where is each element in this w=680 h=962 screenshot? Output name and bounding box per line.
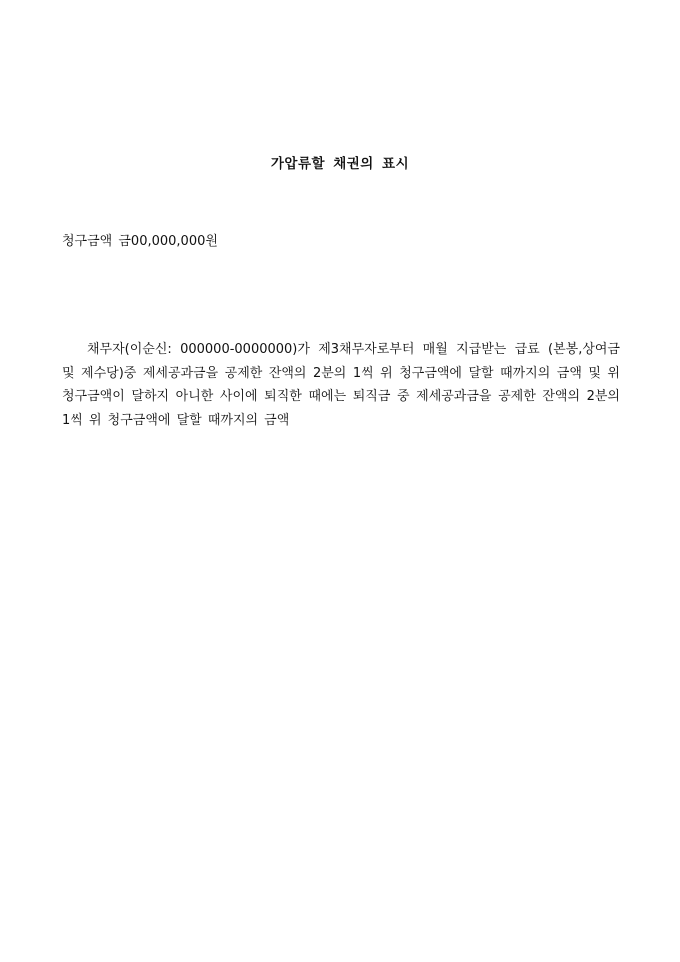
- claim-amount-line: 청구금액 금00,000,000원: [62, 234, 218, 249]
- document-title: 가압류할 채권의 표시: [270, 156, 410, 172]
- body-paragraph: 채무자(이순신: 000000-0000000)가 제3채무자로부터 매월 지급받는 급료 (본봉,상여금 및 제수당)중 제세공과금을 공제한 잔액의 2분의 1씩 위 청구금액에 달할 때까지의 금액 및 위 청구금액이 달하지 아니한 사이에 퇴직한 때에는 퇴직금 중 제세공과금을 공제한 잔액의 2분의 1씩 위 청구금액에 달할 때까지의 금액: [62, 342, 620, 428]
